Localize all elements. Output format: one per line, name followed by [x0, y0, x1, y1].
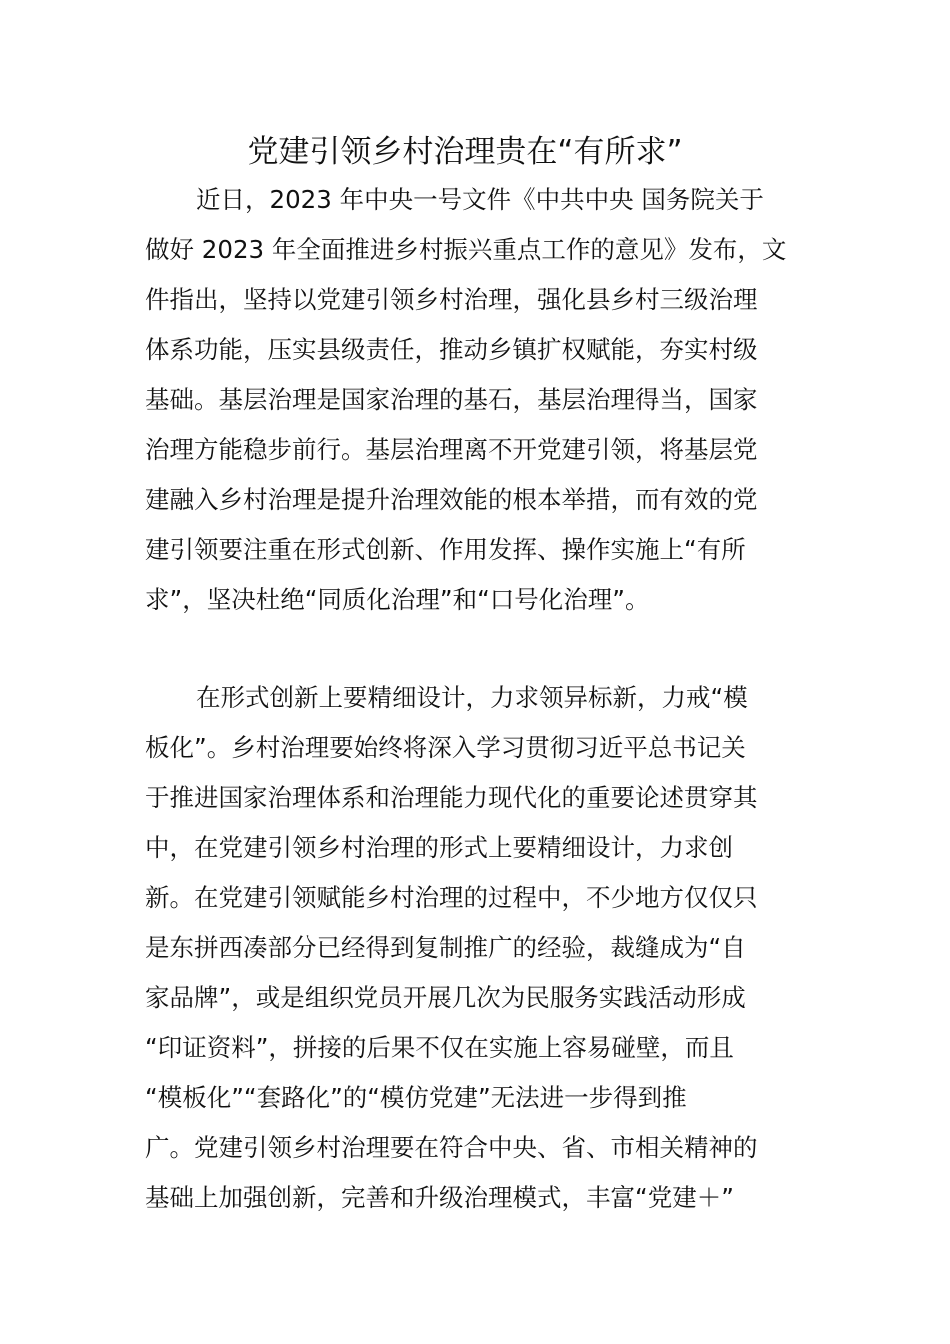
paragraph-1-line-9: 求”，坚决杜绝“同质化治理”和“口号化治理”。 — [145, 585, 650, 614]
paragraph-1-line-3: 件指出，坚持以党建引领乡村治理，强化县乡村三级治理 — [145, 285, 758, 314]
paragraph-2-line-8: “印证资料”，拼接的后果不仅在实施上容易碰壁，而且 — [145, 1033, 734, 1062]
paragraph-2-line-9: “模板化”“套路化”的“模仿党建”无法进一步得到推 — [145, 1083, 687, 1112]
paragraph-2-line-2: 板化”。乡村治理要始终将深入学习贯彻习近平总书记关 — [145, 733, 746, 762]
paragraph-2-line-4: 中，在党建引领乡村治理的形式上要精细设计，力求创 — [145, 833, 733, 862]
paragraph-1-line-7: 建融入乡村治理是提升治理效能的根本举措，而有效的党 — [145, 485, 758, 514]
paragraph-2-line-11: 基础上加强创新，完善和升级治理模式，丰富“党建＋” — [145, 1183, 734, 1212]
paragraph-1-line-6: 治理方能稳步前行。基层治理离不开党建引领，将基层党 — [145, 435, 758, 464]
paragraph-2-line-10: 广。党建引领乡村治理要在符合中央、省、市相关精神的 — [145, 1133, 758, 1162]
document-title: 党建引领乡村治理贵在“有所求” — [247, 134, 683, 170]
paragraph-1-line-2: 做好 2023 年全面推进乡村振兴重点工作的意见》发布，文 — [145, 235, 787, 264]
paragraph-2-line-3: 于推进国家治理体系和治理能力现代化的重要论述贯穿其 — [145, 783, 758, 812]
paragraph-1-line-4: 体系功能，压实县级责任，推动乡镇扩权赋能，夯实村级 — [145, 335, 758, 364]
paragraph-1-line-5: 基础。基层治理是国家治理的基石，基层治理得当，国家 — [145, 385, 758, 414]
paragraph-2-line-5: 新。在党建引领赋能乡村治理的过程中，不少地方仅仅只 — [145, 883, 758, 912]
paragraph-2-line-1: 在形式创新上要精细设计，力求领异标新，力戒“模 — [196, 683, 748, 712]
paragraph-1-line-1: 近日，2023 年中央一号文件《中共中央 国务院关于 — [196, 185, 764, 214]
paragraph-2-line-6: 是东拼西凑部分已经得到复制推广的经验，裁缝成为“自 — [145, 933, 746, 962]
paragraph-2-line-7: 家品牌”，或是组织党员开展几次为民服务实践活动形成 — [145, 983, 746, 1012]
paragraph-1-line-8: 建引领要注重在形式创新、作用发挥、操作实施上“有所 — [145, 535, 746, 564]
